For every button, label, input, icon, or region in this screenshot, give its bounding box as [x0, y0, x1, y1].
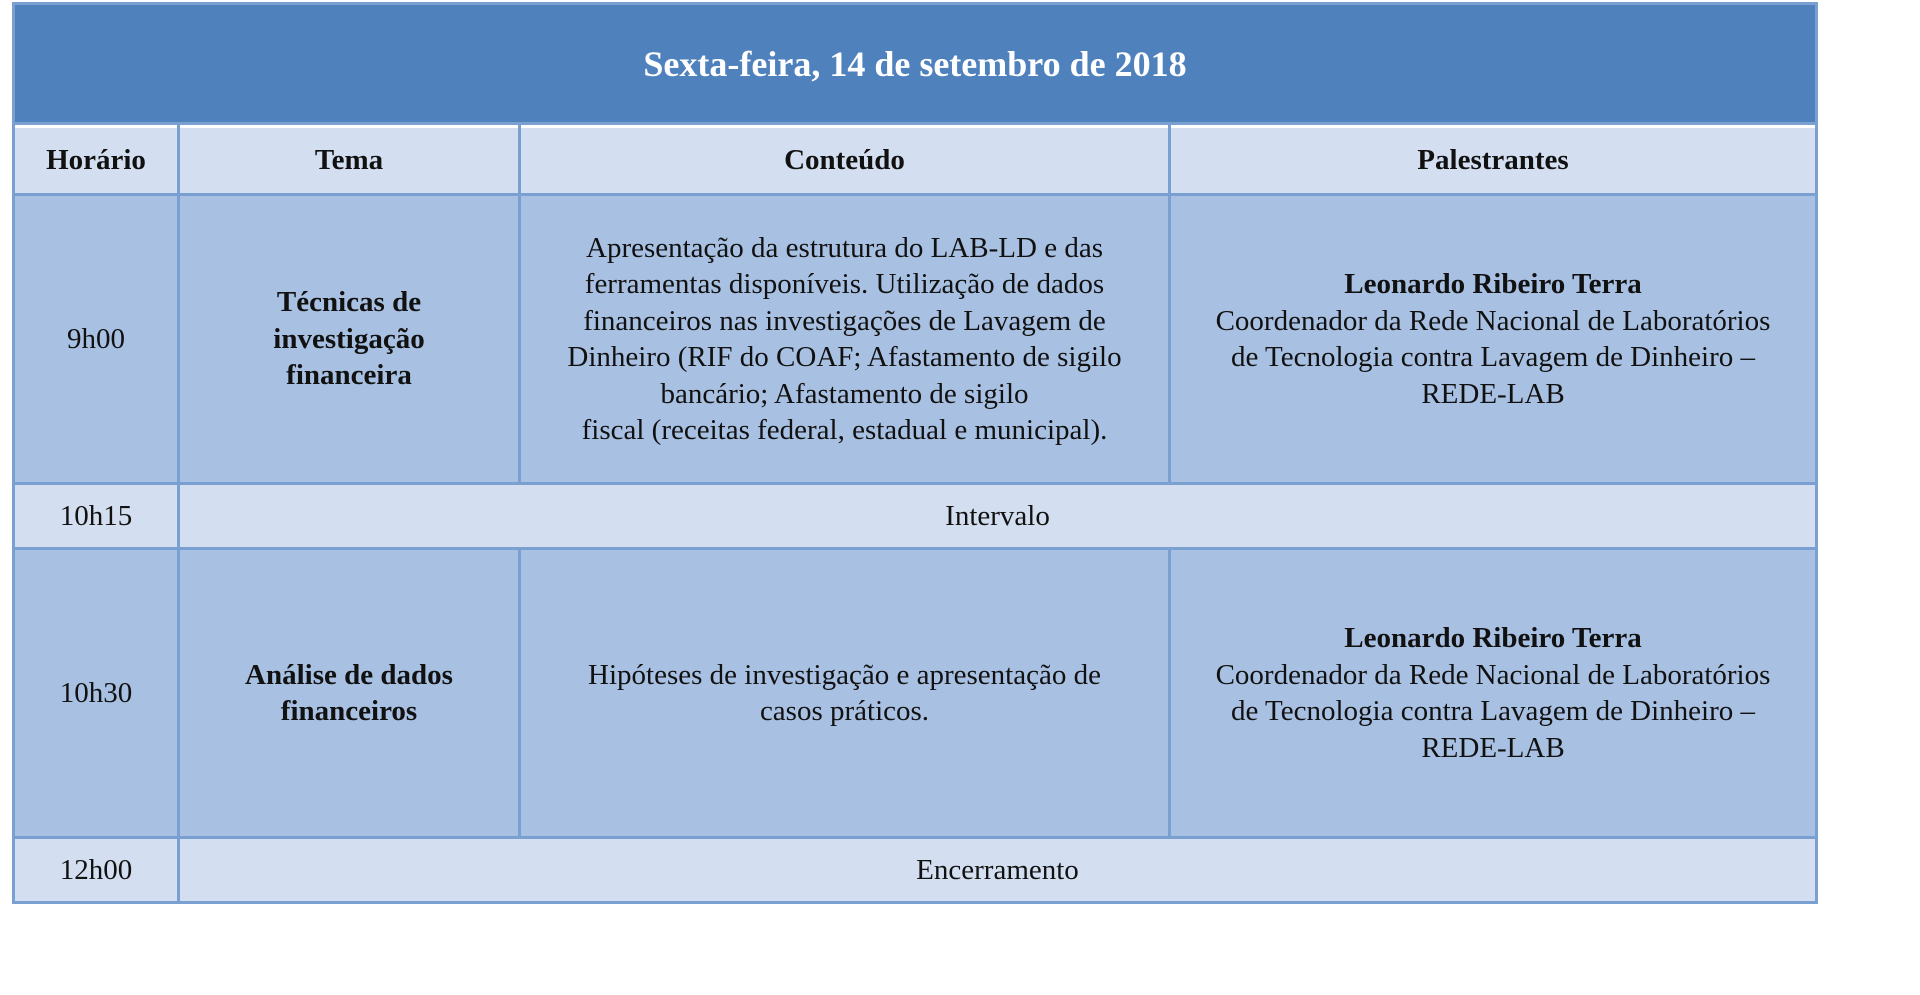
grid-line — [518, 547, 521, 839]
row-1-content-line: Apresentação da estrutura do LAB-LD e das — [586, 231, 1103, 264]
row-3-topic-line: financeiros — [280, 695, 418, 727]
grid-line — [15, 193, 1815, 196]
row-1-topic-line: financeira — [286, 359, 412, 392]
schedule-title: Sexta-feira, 14 de setembro de 2018 — [15, 5, 1815, 125]
row-1-time: 9h00 — [15, 196, 177, 482]
row-4-time: 12h00 — [15, 839, 177, 901]
row-3-speaker-role-line: de Tecnologia contra Lavagem de Dinheiro – — [1230, 695, 1756, 727]
row-4-label: Encerramento — [180, 839, 1815, 901]
header-time: Horário — [15, 128, 177, 193]
row-1-speaker-role-line: de Tecnologia contra Lavagem de Dinheiro – — [1230, 341, 1756, 373]
header-speakers: Palestrantes — [1171, 128, 1815, 193]
grid-line — [518, 193, 521, 485]
row-3-time: 10h30 — [15, 550, 177, 836]
row-1-content-line: fiscal (receitas federal, estadual e municipal). — [581, 414, 1108, 446]
grid-line — [518, 125, 521, 196]
grid-line — [1168, 547, 1171, 839]
row-1-topic-line: investigação — [273, 322, 425, 355]
row-2-label: Intervalo — [180, 485, 1815, 547]
row-1-content-line: financeiros nas investigações de Lavagem de — [583, 304, 1106, 337]
header-content: Conteúdo — [521, 128, 1168, 193]
row-3-speakers — [1171, 550, 1815, 836]
row-3-topic-line: Análise de dados — [245, 658, 453, 691]
row-1-content — [521, 196, 1168, 482]
row-3-speaker-role-line: REDE-LAB — [1421, 731, 1565, 764]
row-3-topic — [180, 550, 518, 836]
grid-line — [177, 125, 180, 901]
header-topic: Tema — [180, 128, 518, 193]
row-3-content-line: casos práticos. — [759, 695, 930, 727]
row-3-speaker-name: Leonardo Ribeiro Terra — [1344, 622, 1642, 654]
row-2-time: 10h15 — [15, 485, 177, 547]
row-3-content — [521, 550, 1168, 836]
row-3-speaker-role-line: Coordenador da Rede Nacional de Laboratórios — [1215, 658, 1771, 691]
grid-line — [15, 547, 1815, 550]
row-1-speaker-role-line: Coordenador da Rede Nacional de Laboratórios — [1215, 304, 1771, 337]
row-3-content-line: Hipóteses de investigação e apresentação de — [588, 658, 1101, 691]
row-1-content-line: Dinheiro (RIF do COAF; Afastamento de sigilo — [567, 341, 1122, 373]
grid-line — [1168, 125, 1171, 196]
row-1-topic-line: Técnicas de — [276, 286, 422, 319]
grid-line — [1168, 193, 1171, 485]
row-1-speaker-role-line: REDE-LAB — [1421, 377, 1565, 410]
schedule-table — [12, 2, 1818, 904]
row-1-speaker-name: Leonardo Ribeiro Terra — [1344, 268, 1642, 300]
row-1-content-line: bancário; Afastamento de sigilo — [660, 377, 1029, 410]
row-1-speakers — [1171, 196, 1815, 482]
row-1-content-line: ferramentas disponíveis. Utilização de dados — [584, 268, 1105, 300]
grid-line — [15, 482, 1815, 485]
grid-line — [15, 836, 1815, 839]
row-1-topic — [180, 196, 518, 482]
